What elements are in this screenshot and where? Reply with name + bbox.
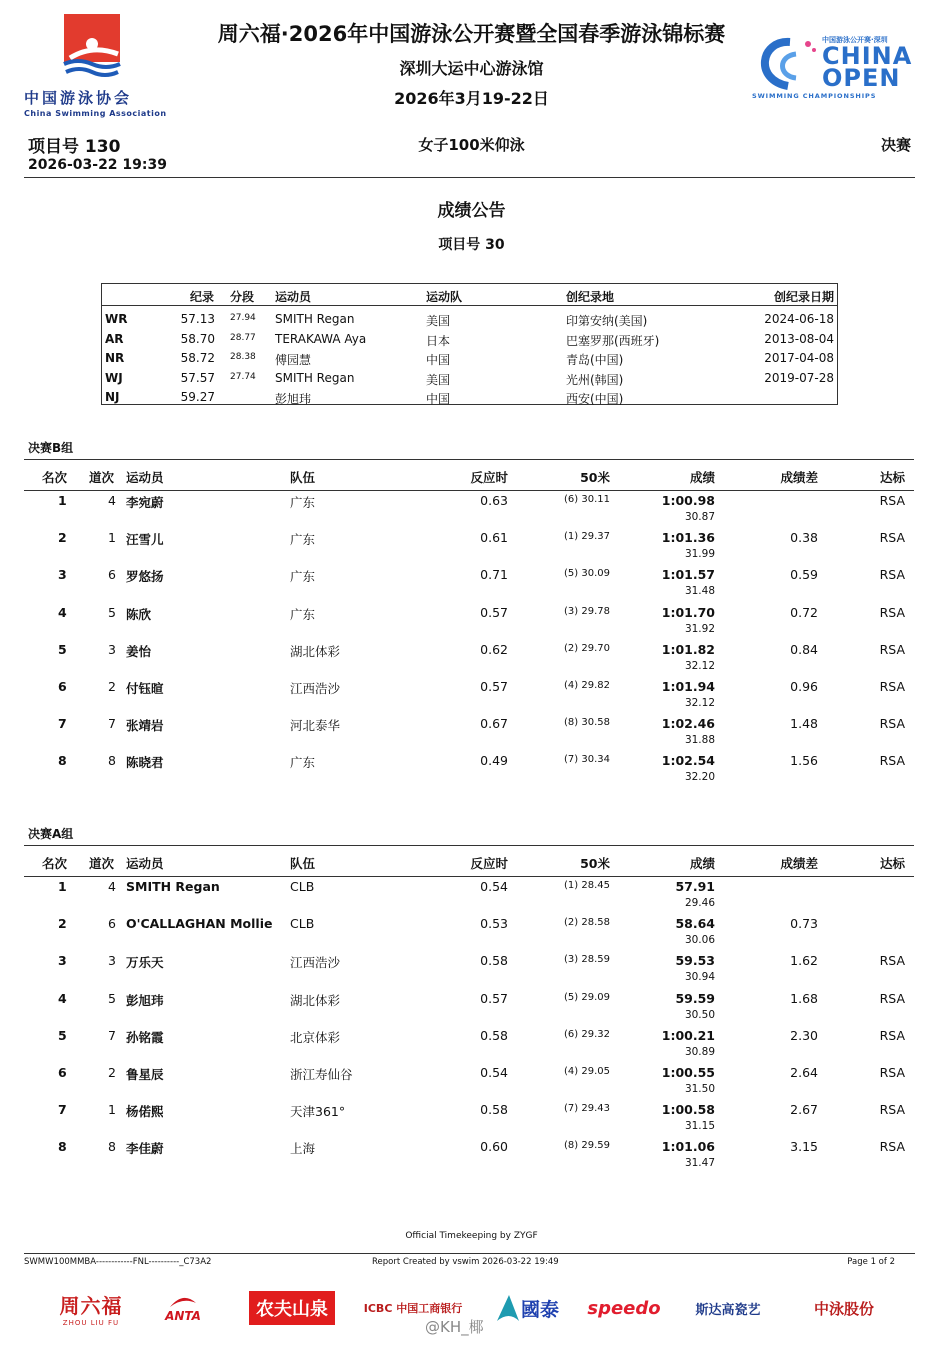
result-split-second-50: 30.89 — [684, 1045, 715, 1058]
col-team: 队伍 — [290, 470, 316, 485]
result-athlete: 李佳蔚 — [126, 1141, 164, 1157]
result-standard: RSA — [879, 753, 905, 769]
result-row — [24, 679, 914, 716]
org-name-cn: 中国游泳协会 — [24, 89, 133, 107]
sponsor-sdg-logo: 斯达高瓷艺 — [695, 1302, 761, 1318]
final-a-label: 决赛A组 — [28, 827, 74, 841]
result-team: 湖北体彩 — [290, 992, 341, 1008]
record-team: 日本 — [426, 333, 451, 348]
record-team: 美国 — [426, 314, 451, 328]
result-athlete: 彭旭玮 — [126, 992, 164, 1008]
result-athlete: 孙铭霞 — [126, 1029, 164, 1045]
result-time-diff: 0.73 — [790, 916, 818, 932]
sponsor-nongfu-logo: 农夫山泉 — [249, 1291, 335, 1325]
result-team: 广东 — [290, 532, 316, 548]
result-athlete: 杨偌熙 — [126, 1104, 164, 1120]
final-a-header — [24, 845, 914, 877]
record-place: 印第安纳(美国) — [566, 314, 648, 328]
result-time: 1:00.55 — [661, 1065, 715, 1080]
col-lane: 道次 — [89, 856, 115, 871]
result-split-50m: (2) 29.70 — [564, 642, 610, 654]
result-time-diff: 1.56 — [790, 753, 818, 769]
result-team: 上海 — [290, 1141, 316, 1157]
result-standard: RSA — [879, 567, 905, 583]
result-split-second-50: 29.46 — [684, 897, 715, 909]
result-row — [24, 1028, 914, 1065]
result-athlete: 陈欣 — [126, 606, 152, 622]
header-divider — [24, 177, 915, 178]
result-split-50m: (8) 30.58 — [564, 717, 610, 729]
result-row — [24, 879, 914, 916]
result-standard: RSA — [879, 493, 905, 508]
record-athlete: SMITH Regan — [275, 370, 355, 385]
result-split-second-50: 31.88 — [684, 734, 715, 747]
result-split-50m: (2) 28.58 — [564, 917, 610, 929]
record-date: 2013-08-04 — [764, 331, 834, 346]
result-reaction-time: 0.62 — [480, 641, 508, 657]
record-row — [102, 312, 837, 331]
result-athlete: 万乐天 — [126, 955, 164, 971]
record-time: 58.70 — [180, 331, 215, 346]
result-standard: RSA — [879, 604, 905, 620]
result-row — [24, 642, 914, 679]
result-rank: 5 — [58, 1027, 67, 1043]
result-team: 广东 — [290, 755, 316, 771]
result-row — [24, 567, 914, 604]
result-athlete: 陈晓君 — [126, 755, 164, 771]
result-time: 1:00.58 — [661, 1102, 715, 1118]
result-reaction-time: 0.57 — [480, 990, 508, 1006]
result-split-50m: (5) 29.09 — [564, 991, 610, 1003]
col-reaction: 反应时 — [470, 470, 508, 485]
result-time-diff: 1.48 — [790, 716, 818, 732]
result-split-second-50: 31.99 — [684, 548, 715, 561]
result-time-diff: 2.64 — [790, 1065, 818, 1080]
result-split-second-50: 30.94 — [684, 971, 715, 984]
result-split-second-50: 31.48 — [684, 585, 715, 598]
result-team: CLB — [290, 879, 315, 894]
record-code: NR — [105, 351, 125, 365]
report-created: Report Created by vswim 2026-03-22 19:49 — [372, 1257, 559, 1267]
result-reaction-time: 0.58 — [480, 1102, 508, 1118]
footer-divider — [24, 1253, 915, 1254]
anta-swoosh-icon — [168, 1293, 198, 1309]
result-rank: 1 — [58, 879, 67, 894]
result-team: 广东 — [290, 606, 316, 622]
result-lane: 5 — [108, 990, 116, 1006]
result-rank: 4 — [58, 604, 67, 620]
result-reaction-time: 0.67 — [480, 716, 508, 732]
result-split-second-50: 31.50 — [684, 1083, 715, 1095]
result-time: 57.91 — [675, 879, 715, 894]
result-reaction-time: 0.58 — [480, 953, 508, 969]
result-reaction-time: 0.60 — [480, 1139, 508, 1155]
result-lane: 6 — [108, 567, 116, 583]
record-code: WR — [105, 312, 128, 326]
record-split: 27.94 — [230, 313, 256, 323]
result-reaction-time: 0.53 — [480, 916, 508, 932]
records-header-athlete: 运动员 — [275, 290, 312, 304]
result-lane: 3 — [108, 953, 116, 969]
result-reaction-time: 0.57 — [480, 679, 508, 694]
result-split-second-50: 30.50 — [684, 1008, 715, 1021]
result-rank: 4 — [58, 990, 67, 1006]
records-header-divider — [102, 305, 837, 306]
col-result: 成绩 — [689, 856, 715, 871]
result-split-50m: (6) 30.11 — [564, 494, 610, 505]
record-split: 27.74 — [230, 371, 256, 382]
report-subtitle: 项目号 30 — [438, 237, 505, 253]
result-split-50m: (8) 29.59 — [564, 1140, 610, 1152]
result-row — [24, 1139, 914, 1176]
result-lane: 1 — [108, 530, 116, 546]
record-split: 28.77 — [230, 332, 256, 343]
venue: 深圳大运中心游泳馆 — [399, 59, 544, 78]
result-lane: 5 — [108, 604, 116, 620]
org-name-en: China Swimming Association — [24, 109, 167, 118]
result-reaction-time: 0.71 — [480, 567, 508, 583]
record-place: 西安(中国) — [566, 392, 624, 406]
final-b-label: 决赛B组 — [28, 441, 74, 455]
col-rank: 名次 — [42, 470, 68, 485]
col-lane: 道次 — [89, 470, 115, 485]
result-time: 1:01.94 — [661, 679, 715, 694]
result-reaction-time: 0.61 — [480, 530, 508, 546]
col-split50: 50米 — [580, 856, 610, 871]
final-b-header — [24, 459, 914, 491]
result-time-diff: 0.72 — [790, 604, 818, 620]
result-time: 1:01.82 — [661, 641, 715, 657]
records-header-record: 纪录 — [190, 290, 215, 304]
record-date: 2019-07-28 — [764, 370, 834, 385]
result-lane: 3 — [108, 641, 116, 657]
result-athlete: 汪雪儿 — [126, 532, 164, 548]
result-row — [24, 493, 914, 530]
china-open-top-text: 中国游泳公开赛·深圳 — [822, 36, 888, 44]
sponsor-guotai-text: 國泰 — [520, 1298, 559, 1321]
result-rank: 7 — [58, 716, 67, 732]
result-standard: RSA — [879, 990, 905, 1006]
result-athlete: 罗悠扬 — [126, 569, 164, 585]
record-code: AR — [105, 331, 124, 346]
result-split-second-50: 32.20 — [684, 771, 715, 784]
result-split-50m: (1) 29.37 — [564, 531, 610, 543]
result-standard: RSA — [879, 1065, 905, 1080]
result-split-50m: (3) 28.59 — [564, 954, 610, 966]
result-split-50m: (1) 28.45 — [564, 880, 610, 891]
report-code: SWMW100MMBA------------FNL----------_C73A2 — [24, 1257, 212, 1267]
result-team: 江西浩沙 — [290, 681, 341, 696]
sponsor-anta-logo — [160, 1288, 206, 1328]
col-standard: 达标 — [879, 470, 905, 485]
sponsor-anta-text: ANTA — [165, 1309, 201, 1323]
result-row — [24, 605, 914, 642]
record-row — [102, 371, 837, 390]
sponsor-zhongyong-logo: 中泳股份 — [813, 1299, 874, 1318]
result-rank: 2 — [58, 530, 67, 546]
col-diff: 成绩差 — [780, 470, 818, 485]
result-time: 58.64 — [675, 916, 715, 932]
result-lane: 6 — [108, 916, 116, 932]
result-lane: 7 — [108, 1027, 116, 1043]
report-title: 成绩公告 — [437, 201, 506, 221]
result-standard: RSA — [879, 641, 905, 657]
result-time: 1:00.98 — [661, 493, 715, 508]
result-rank: 2 — [58, 916, 67, 932]
result-rank: 3 — [58, 953, 67, 969]
records-header-date: 创纪录日期 — [773, 290, 834, 304]
result-time: 1:01.06 — [661, 1139, 715, 1155]
result-rank: 8 — [58, 1139, 67, 1155]
result-split-second-50: 32.12 — [684, 697, 715, 709]
sponsor-speedo-logo: speedo — [587, 1297, 661, 1319]
result-split-50m: (4) 29.05 — [564, 1066, 610, 1077]
result-team: 河北泰华 — [290, 718, 341, 734]
col-athlete: 运动员 — [126, 470, 164, 485]
record-place: 巴塞罗那(西班牙) — [566, 333, 660, 348]
result-athlete: 鲁星辰 — [126, 1067, 164, 1082]
result-split-50m: (3) 29.78 — [564, 605, 610, 617]
col-reaction: 反应时 — [470, 856, 508, 871]
result-rank: 1 — [58, 493, 67, 508]
record-row — [102, 351, 837, 370]
result-time: 59.59 — [675, 990, 715, 1006]
result-athlete: 姜怡 — [126, 643, 152, 659]
result-row — [24, 953, 914, 990]
result-athlete: 付钰暄 — [126, 681, 164, 696]
result-reaction-time: 0.49 — [480, 753, 508, 769]
result-standard: RSA — [879, 716, 905, 732]
record-code: WJ — [105, 370, 123, 385]
result-row — [24, 991, 914, 1028]
china-open-line1: CHINA — [822, 42, 913, 70]
result-split-50m: (4) 29.82 — [564, 680, 610, 691]
result-row — [24, 716, 914, 753]
record-athlete: 傅园慧 — [275, 353, 312, 367]
record-athlete: 彭旭玮 — [275, 392, 312, 406]
result-team: 北京体彩 — [290, 1029, 341, 1045]
result-team: 湖北体彩 — [290, 643, 341, 659]
result-lane: 8 — [108, 1139, 116, 1155]
result-lane: 2 — [108, 1065, 116, 1080]
result-rank: 5 — [58, 641, 67, 657]
records-header-team: 运动队 — [426, 290, 463, 304]
result-lane: 7 — [108, 716, 116, 732]
col-rank: 名次 — [42, 856, 68, 871]
result-athlete: SMITH Regan — [126, 879, 220, 894]
result-standard: RSA — [879, 1139, 905, 1155]
result-time-diff: 3.15 — [790, 1139, 818, 1155]
result-reaction-time: 0.58 — [480, 1027, 508, 1043]
record-row — [102, 390, 837, 409]
records-header-split: 分段 — [230, 290, 255, 304]
result-split-50m: (6) 29.32 — [564, 1028, 610, 1040]
event-dates: 2026年3月19-22日 — [394, 89, 549, 108]
result-rank: 6 — [58, 679, 67, 694]
result-lane: 4 — [108, 493, 116, 508]
col-athlete: 运动员 — [126, 856, 164, 871]
col-result: 成绩 — [689, 470, 715, 485]
record-date: 2024-06-18 — [764, 312, 834, 326]
sponsor-zhouliufu-cn: 周六福 — [59, 1293, 123, 1318]
result-time: 1:02.54 — [661, 753, 715, 769]
result-time: 1:01.70 — [661, 604, 715, 620]
result-athlete: 李宛蔚 — [126, 495, 164, 510]
result-team: 天津361° — [290, 1104, 346, 1120]
result-row — [24, 1065, 914, 1102]
result-time: 1:01.36 — [661, 530, 715, 546]
result-lane: 8 — [108, 753, 116, 769]
result-time-diff: 2.67 — [790, 1102, 818, 1118]
result-team: CLB — [290, 916, 315, 932]
records-header-place: 创纪录地 — [566, 290, 615, 304]
result-split-second-50: 31.92 — [684, 622, 715, 635]
watermark: @KH_椰 — [425, 1318, 484, 1336]
record-time: 57.13 — [180, 312, 215, 326]
records-table — [101, 283, 838, 405]
timekeeping-credit: Official Timekeeping by ZYGF — [405, 1231, 538, 1241]
result-split-second-50: 31.47 — [684, 1157, 715, 1170]
event-datetime: 2026-03-22 19:39 — [28, 157, 167, 173]
record-athlete: SMITH Regan — [275, 312, 355, 326]
record-date: 2017-04-08 — [764, 351, 834, 365]
result-team: 广东 — [290, 495, 316, 510]
result-team: 江西浩沙 — [290, 955, 341, 971]
china-open-line2: OPEN — [822, 64, 901, 92]
result-reaction-time: 0.54 — [480, 1065, 508, 1080]
record-row — [102, 332, 837, 351]
col-diff: 成绩差 — [780, 856, 818, 871]
result-lane: 4 — [108, 879, 116, 894]
record-split: 28.38 — [230, 352, 256, 362]
result-rank: 3 — [58, 567, 67, 583]
record-code: NJ — [105, 390, 120, 404]
record-place: 青岛(中国) — [566, 353, 624, 367]
record-place: 光州(韩国) — [566, 372, 624, 387]
result-standard: RSA — [879, 953, 905, 969]
result-reaction-time: 0.54 — [480, 879, 508, 894]
result-reaction-time: 0.57 — [480, 604, 508, 620]
result-team: 浙江寿仙谷 — [290, 1067, 353, 1082]
result-split-50m: (7) 29.43 — [564, 1103, 610, 1115]
result-split-second-50: 32.12 — [684, 659, 715, 672]
result-team: 广东 — [290, 569, 316, 585]
result-time-diff: 0.84 — [790, 641, 818, 657]
result-time: 1:02.46 — [661, 716, 715, 732]
result-row — [24, 753, 914, 790]
result-split-second-50: 30.87 — [684, 511, 715, 523]
result-split-50m: (5) 30.09 — [564, 568, 610, 580]
col-team: 队伍 — [290, 856, 316, 871]
result-standard: RSA — [879, 1102, 905, 1118]
event-number: 项目号 130 — [28, 137, 121, 157]
col-split50: 50米 — [580, 470, 610, 485]
col-standard: 达标 — [879, 856, 905, 871]
result-row — [24, 530, 914, 567]
result-split-second-50: 31.15 — [684, 1120, 715, 1133]
event-round: 决赛 — [880, 136, 911, 154]
result-time-diff: 0.59 — [790, 567, 818, 583]
china-open-subtitle: SWIMMING CHAMPIONSHIPS — [752, 92, 877, 100]
result-athlete: 张靖岩 — [126, 718, 164, 734]
event-title: 周六福·2026年中国游泳公开赛暨全国春季游泳锦标赛 — [217, 22, 726, 46]
result-time: 59.53 — [675, 953, 715, 969]
guotai-wave-icon — [495, 1293, 521, 1323]
result-rank: 7 — [58, 1102, 67, 1118]
result-reaction-time: 0.63 — [480, 493, 508, 508]
result-rank: 8 — [58, 753, 67, 769]
result-time: 1:01.57 — [661, 567, 715, 583]
result-athlete: O'CALLAGHAN Mollie — [126, 916, 273, 932]
result-row — [24, 916, 914, 953]
record-time: 58.72 — [180, 351, 215, 365]
record-time: 59.27 — [180, 390, 215, 404]
result-time-diff: 1.62 — [790, 953, 818, 969]
record-team: 中国 — [426, 392, 451, 406]
result-lane: 1 — [108, 1102, 116, 1118]
record-athlete: TERAKAWA Aya — [275, 331, 367, 346]
sponsor-zhouliufu-logo — [50, 1288, 132, 1328]
result-lane: 2 — [108, 679, 116, 694]
result-time-diff: 0.38 — [790, 530, 818, 546]
result-standard: RSA — [879, 530, 905, 546]
result-rank: 6 — [58, 1065, 67, 1080]
event-name: 女子100米仰泳 — [418, 136, 525, 154]
result-time-diff: 0.96 — [790, 679, 818, 694]
sponsor-icbc-logo: ICBC 中国工商银行 — [363, 1302, 463, 1315]
page-number: Page 1 of 2 — [847, 1257, 895, 1267]
result-split-second-50: 30.06 — [684, 934, 715, 947]
result-row — [24, 1102, 914, 1139]
record-team: 中国 — [426, 353, 451, 367]
record-team: 美国 — [426, 372, 451, 387]
result-standard: RSA — [879, 679, 905, 694]
sponsor-zhouliufu-en: ZHOU LIU FU — [62, 1318, 120, 1327]
result-split-50m: (7) 30.34 — [564, 754, 610, 766]
result-time-diff: 1.68 — [790, 990, 818, 1006]
result-time-diff: 2.30 — [790, 1027, 818, 1043]
record-time: 57.57 — [180, 370, 215, 385]
sponsor-guotai-logo — [488, 1288, 566, 1328]
result-standard: RSA — [879, 1027, 905, 1043]
result-time: 1:00.21 — [661, 1027, 715, 1043]
